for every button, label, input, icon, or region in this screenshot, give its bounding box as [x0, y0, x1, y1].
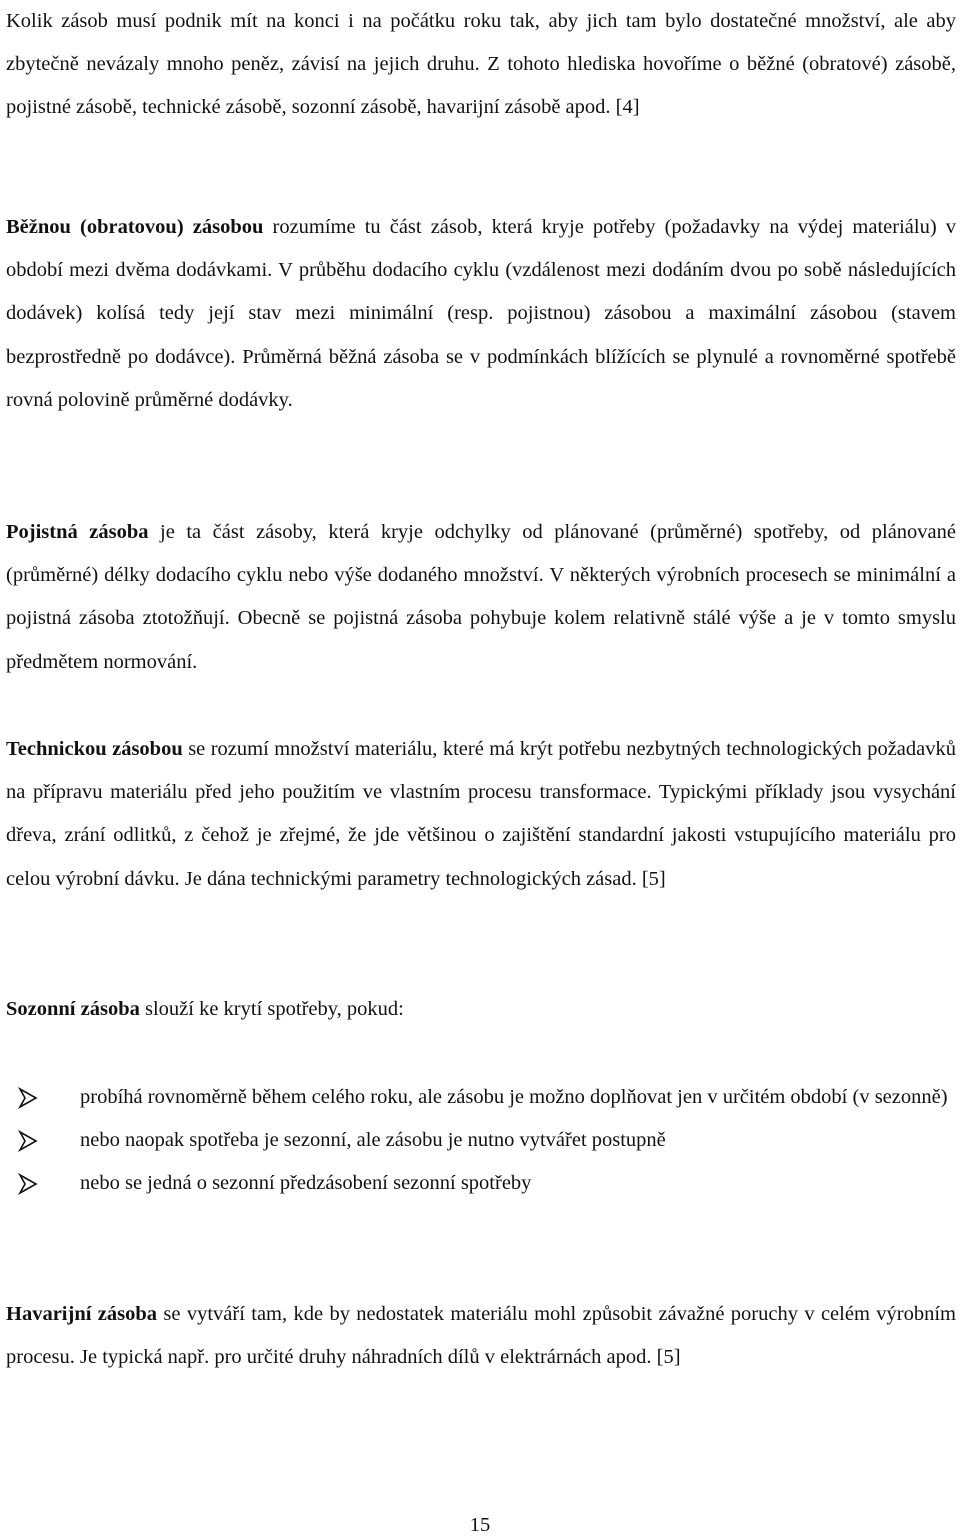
- term-havarijni-zasoba: Havarijní zásoba: [6, 1303, 158, 1325]
- arrowhead-bullet-icon: [18, 1087, 38, 1109]
- paragraph-bezna-zasoba: [6, 206, 956, 422]
- paragraph-sezonni-zasoba: [6, 988, 956, 1031]
- text-technicka-zasoba: se rozumí množství materiálu, které má krýt potřebu nezbytných technologických požadavků na přípravu materiálu před jeho použitím ve vlastním procesu transformace. Typickými příklady jsou vysychání dřeva, zrání odlitků, z čehož je zřejmé, že jde většinou o zajištění standardní jakosti vstupujícího materiálu pro celou výrobní dávku. Je dána technickými parametry technologických zásad. [5]: [6, 738, 956, 890]
- paragraph-pojistna-zasoba: [6, 511, 956, 684]
- list-item: [6, 1076, 956, 1119]
- term-pojistna-zasoba: Pojistná zásoba: [6, 521, 149, 543]
- term-sezonni-zasoba: Sozonní zásoba: [6, 998, 140, 1020]
- sezonni-bullet-list: [6, 1076, 956, 1206]
- text-sezonni-zasoba: slouží ke krytí spotřeby, pokud:: [139, 998, 404, 1020]
- arrowhead-bullet-icon: [18, 1130, 38, 1152]
- term-bezna-zasoba: Běžnou (obratovou) zásobou: [6, 216, 264, 238]
- paragraph-technicka-zasoba: [6, 728, 956, 901]
- text-havarijni-zasoba: se vytváří tam, kde by nedostatek materiálu mohl způsobit závažné poruchy v celém výrobním procesu. Je typická např. pro určité druhy náhradních dílů v elektrárnách apod. [5]: [6, 1303, 956, 1369]
- arrowhead-bullet-icon: [18, 1173, 38, 1195]
- bullet-text: nebo naopak spotřeba je sezonní, ale zásobu je nutno vytvářet postupně: [80, 1129, 666, 1152]
- list-item: [6, 1119, 956, 1162]
- paragraph-havarijni-zasoba: [6, 1293, 956, 1379]
- bullet-text: nebo se jedná o sezonní předzásobení sezonní spotřeby: [80, 1172, 532, 1195]
- bullet-text: probíhá rovnoměrně během celého roku, ale zásobu je možno doplňovat jen v určitém období (v sezonně): [80, 1086, 948, 1108]
- intro-paragraph: Kolik zásob musí podnik mít na konci i na počátku roku tak, aby jich tam bylo dostatečné množství, ale aby zbytečně nevázaly mnoho peněz, závisí na jejich druhu. Z tohoto hlediska hovoříme o běžné (obratové) zásobě, pojistné zásobě, technické zásobě, sozonní zásobě, havarijní zásobě apod. [4]: [6, 10, 956, 119]
- text-pojistna-zasoba: je ta část zásoby, která kryje odchylky od plánované (průměrné) spotřeby, od plánované (průměrné) délky dodacího cyklu nebo výše dodaného množství. V některých výrobních procesech se minimální a pojistná zásoba ztotožňují. Obecně se pojistná zásoba pohybuje kolem relativně stálé výše a je v tomto smyslu předmětem normování.: [6, 521, 956, 673]
- page-number: 15: [469, 1514, 491, 1536]
- text-bezna-zasoba: rozumíme tu část zásob, která kryje potřeby (požadavky na výdej materiálu) v období mezi dvěma dodávkami. V průběhu dodacího cyklu (vzdálenost mezi dodáním dvou po sobě následujících dodávek) kolísá tedy její stav mezi minimální (resp. pojistnou) zásobou a maximální zásobou (stavem bezprostředně po dodávce). Průměrná běžná zásoba se v podmínkách blížících se plynulé a rovnoměrné spotřebě rovná polovině průměrné dodávky.: [6, 216, 956, 411]
- list-item: [6, 1162, 956, 1205]
- term-technicka-zasoba: Technickou zásobou: [6, 738, 183, 760]
